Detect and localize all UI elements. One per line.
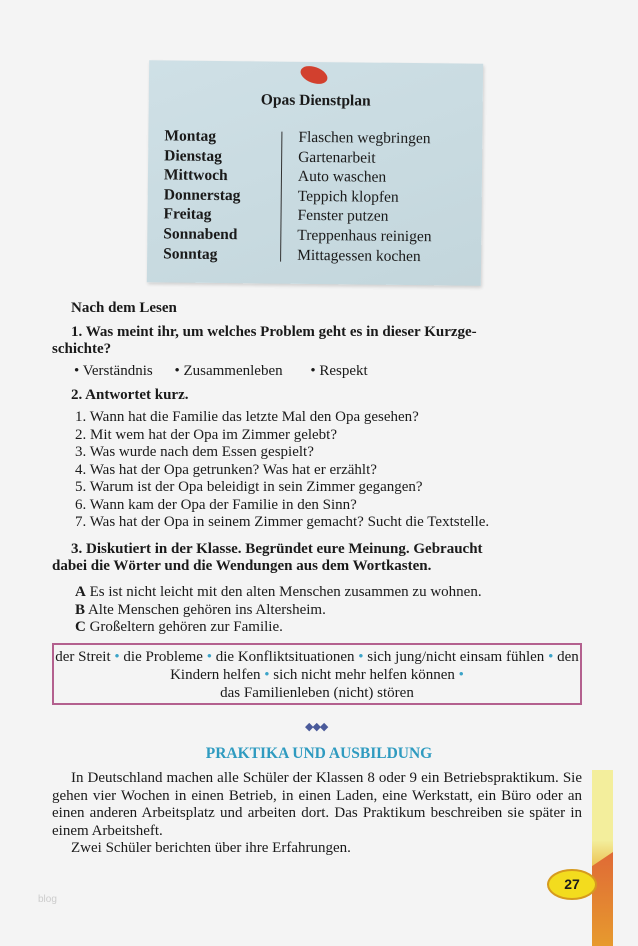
paragraph: Zwei Schüler berichten über ihre Erfahrungen. xyxy=(71,840,351,856)
day: Sonntag xyxy=(163,244,218,263)
day: Dienstag xyxy=(164,147,222,165)
statements xyxy=(75,584,582,637)
q1-options xyxy=(74,363,582,381)
question-1-cont: schichte? xyxy=(52,341,112,357)
day: Donnerstag xyxy=(163,186,241,205)
duty-plan-note xyxy=(147,60,483,285)
option: • Respekt xyxy=(310,363,368,379)
statement xyxy=(75,602,582,620)
decorative-stripe-accent xyxy=(592,852,613,946)
statement xyxy=(75,584,582,602)
letter: B xyxy=(75,601,86,618)
letter: C xyxy=(75,619,86,635)
statement-text: Großeltern gehören zur Familie. xyxy=(89,619,283,635)
letter: A xyxy=(75,584,86,600)
word: die Probleme xyxy=(123,649,203,665)
word: der Streit xyxy=(55,649,111,665)
list-item: 7. Was hat der Opa in seinem Zimmer gemacht? Sucht die Textstelle. xyxy=(75,514,490,530)
section-heading: PRAKTIKA UND AUSBILDUNG xyxy=(205,745,433,762)
section-title: Nach dem Lesen xyxy=(71,300,177,316)
task: Fenster putzen xyxy=(297,207,389,226)
word: das Familienleben (nicht) stören xyxy=(220,685,414,701)
watermark: blog xyxy=(38,894,57,905)
task-column xyxy=(297,128,433,267)
statement xyxy=(75,619,582,637)
list-item: 4. Was hat der Opa getrunken? Was hat er erzählt? xyxy=(75,461,377,478)
task: Auto waschen xyxy=(297,168,387,186)
divider xyxy=(280,132,282,262)
word: die Konfliktsituationen xyxy=(215,649,355,665)
task: Teppich klopfen xyxy=(297,187,399,206)
body-text xyxy=(52,770,582,858)
question-3: 3. Diskutiert in der Klasse. Begründet eure Meinung. Gebraucht xyxy=(71,541,483,557)
day: Montag xyxy=(164,127,217,145)
day: Freitag xyxy=(163,205,212,224)
task: Gartenarbeit xyxy=(298,148,376,167)
question-2: 2. Antwortet kurz. xyxy=(71,387,189,403)
ornament-icon: ◆◆◆ xyxy=(305,721,328,733)
word-box: der Streit • die Probleme • die Konfliktsituationen • sich jung/nicht einsam fühlen • den Kindern helfen • sich nicht mehr helfen können • das Familienleben (nicht) stören xyxy=(52,643,582,705)
list-item: 6. Wann kam der Opa der Familie in den Sinn? xyxy=(75,496,357,513)
statement-text: Alte Menschen gehören ins Altersheim. xyxy=(87,601,326,618)
statement-text: Es ist nicht leicht mit den alten Menschen zusammen zu wohnen. xyxy=(89,584,482,600)
word: sich nicht mehr helfen können xyxy=(273,667,455,683)
day: Mittwoch xyxy=(163,166,228,185)
option: • Verständnis xyxy=(74,363,153,379)
page-number: 27 xyxy=(547,869,597,900)
question-2-list xyxy=(75,409,582,532)
list-item: 2. Mit wem hat der Opa im Zimmer gelebt? xyxy=(75,426,338,443)
word: den Kindern helfen xyxy=(170,649,579,683)
task: Mittagessen kochen xyxy=(297,246,421,265)
option: • Zusammenleben xyxy=(174,363,283,379)
question-3-cont: dabei die Wörter und die Wendungen aus dem Wortkasten. xyxy=(52,558,432,574)
list-item: 5. Warum ist der Opa beleidigt in sein Zimmer gegangen? xyxy=(75,479,423,495)
word: sich jung/nicht einsam fühlen xyxy=(367,649,545,665)
task: Treppenhaus reinigen xyxy=(297,226,432,246)
task: Flaschen wegbringen xyxy=(298,128,431,148)
list-item: 3. Was wurde nach dem Essen gespielt? xyxy=(75,444,314,460)
day: Sonnabend xyxy=(163,225,238,244)
question-1: 1. Was meint ihr, um welches Problem geht es in dieser Kurzge- xyxy=(71,324,477,340)
list-item: 1. Wann hat die Familie das letzte Mal den Opa gesehen? xyxy=(75,409,419,425)
note-title: Opas Dienstplan xyxy=(260,91,371,110)
day-column xyxy=(163,126,241,264)
paragraph: In Deutschland machen alle Schüler der Klassen 8 oder 9 ein Betriebspraktikum. Sie gehen vier Wochen in einen Betrieb, in einen Laden, eine Werkstatt, ein Büro oder an einen anderen Arbeitsplatz und arbeiten dort. Das Praktikum beschreiben sie später in einem Arbeitsheft. xyxy=(52,770,582,839)
